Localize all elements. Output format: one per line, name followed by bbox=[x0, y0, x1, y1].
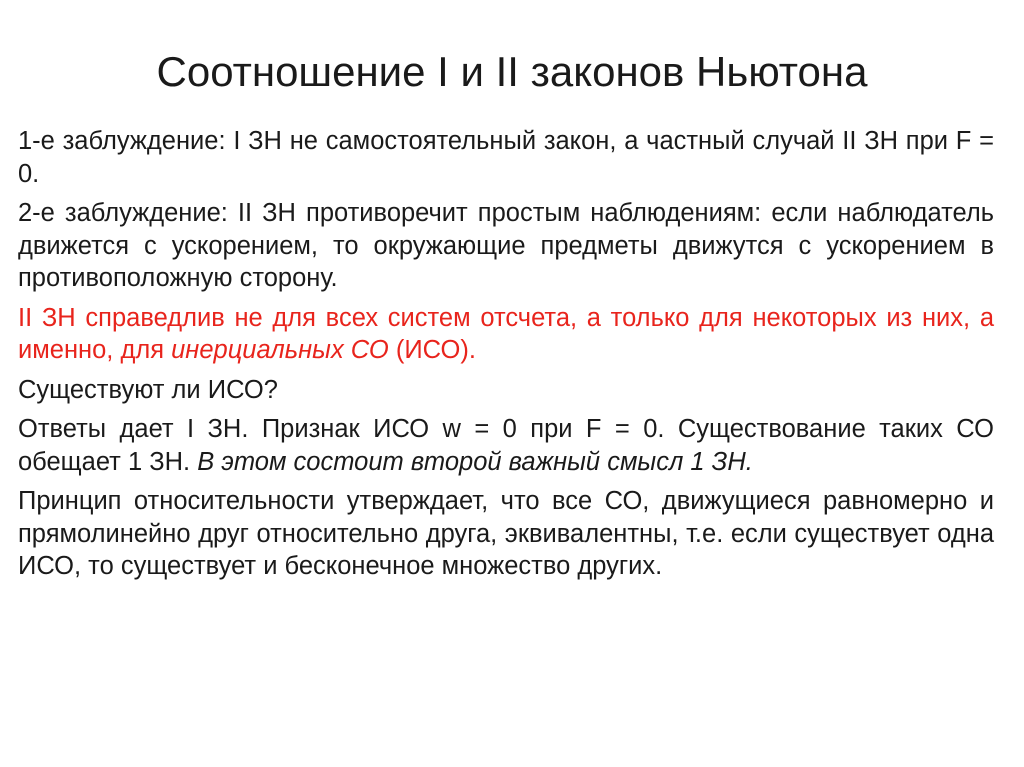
inertial-frames-term: инерциальных СО bbox=[171, 336, 389, 364]
paragraph-text: II ЗН справедлив не для всех систем отсчета, а только для некоторых из них, а именно, для bbox=[18, 303, 994, 364]
paragraph-text: Принцип относительности утверждает, что все СО, движущиеся равномерно и прямолинейно друг относительно друга, эквивалентны, т.е. если существует одна ИСО, то существует и бесконечное множество других. bbox=[18, 487, 994, 580]
paragraph-question bbox=[18, 374, 994, 407]
second-meaning-italic: В этом состоит второй важный смысл 1 ЗН. bbox=[197, 447, 753, 476]
slide-title: Соотношение I и II законов Ньютона bbox=[156, 48, 868, 95]
paragraph-misconception-2 bbox=[18, 197, 994, 295]
paragraph-second-law-validity bbox=[18, 302, 994, 367]
paragraph-misconception-1 bbox=[18, 125, 994, 190]
paragraph-text: 2-е заблуждение: II ЗН противоречит простым наблюдениям: если наблюдатель движется с ускорением, то окружающие предметы движутся с ускорением в противоположную сторону. bbox=[18, 199, 994, 292]
paragraph-text: Существуют ли ИСО? bbox=[18, 375, 278, 404]
paragraph-relativity-principle bbox=[18, 485, 994, 583]
paragraph-answer bbox=[18, 413, 994, 478]
paragraph-text: 1-е заблуждение: I ЗН не самостоятельный закон, а частный случай II ЗН при F = 0. bbox=[18, 127, 994, 188]
paragraph-text: Ответы дает I ЗН. Признак ИСО w = 0 при F = 0. Существование таких СО обещает 1 ЗН. bbox=[18, 415, 994, 476]
slide-body bbox=[18, 125, 994, 590]
paragraph-text: (ИСО). bbox=[388, 336, 476, 364]
